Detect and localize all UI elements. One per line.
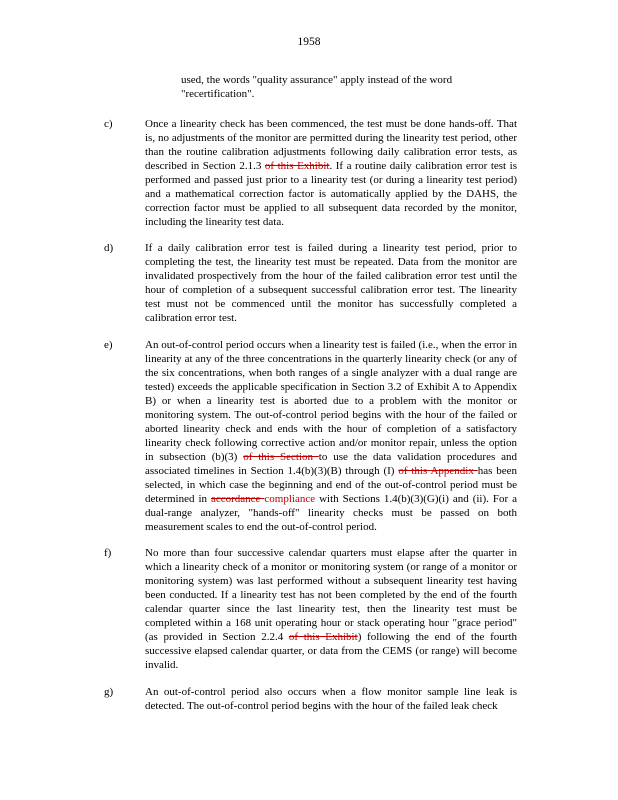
deleted-text: of this Exhibit xyxy=(288,631,358,643)
paragraph-label: e) xyxy=(104,339,113,351)
inserted-text: compliance xyxy=(264,493,316,505)
deleted-text: accordance xyxy=(210,493,265,505)
deleted-text: of this Section xyxy=(243,451,319,463)
paragraph-label: c) xyxy=(104,118,113,130)
paragraph-label: f) xyxy=(104,547,112,559)
paragraph-body: No more than four successive calendar quarters must elapse after the quarter in which a linearity check of a monitor or monitoring system (or range of a monitor or monitoring system) was last performed without a subsequent linearity test having been conducted. If a linearity test has not been completed by the end of the fourth calendar quarter since the last linearity test, then the linearity test must be completed within a 168 unit operating hour or stack operating hour "grace period" (as provided in Section 2.2.4 of this Exhibit) following the end of the fourth successive elapsed calendar quarter, or data from the CEMS (or range) will become invalid. xyxy=(145,547,517,671)
continuation-text: used, the words "quality assurance" apply instead of the word "recertification". xyxy=(181,74,453,100)
paragraph-body: An out-of-control period occurs when a linearity test is failed (i.e., when the error in linearity at any of the three concentrations in the quarterly linearity check (or any of the six concentrations, when both ranges of a single analyzer with a dual range are tested) exceeds the applicable specification in Section 3.2 of Exhibit A to Appendix B) or when a linearity test is aborted due to a problem with the monitor or monitoring system. The out-of-control period begins with the hour of the failed or aborted linearity check and ends with the hour of completion of a satisfactory linearity check following corrective action and/or monitor repair, unless the option in subsection (b)(3) of this Section to use the data validation procedures and associated timelines in Section 1.4(b)(3)(B) through (I) of this Appendix has been selected, in which case the beginning and end of the out-of-control period must be determined in accordance compliance with Sections 1.4(b)(3)(G)(i) and (ii). For a dual-range analyzer, "hands-off" linearity checks must be passed on both measurement scales to end the out-of-control period. xyxy=(145,339,517,533)
paragraph-label: d) xyxy=(104,242,114,254)
deleted-text: of this Appendix xyxy=(398,465,478,477)
paragraph-label: g) xyxy=(104,686,114,698)
page-number: 1958 xyxy=(297,36,321,48)
paragraph-body: An out-of-control period also occurs when a flow monitor sample line leak is detected. The out-of-control period begins with the hour of the failed leak check xyxy=(145,686,517,712)
paragraph-body: Once a linearity check has been commenced, the test must be done hands-off. That is, no adjustments of the monitor are permitted during the linearity test period, other than the routine calibration adjustments following daily calibration error tests, as described in Section 2.1.3 of this Exhibit. If a routine daily calibration error test is performed and passed just prior to a linearity test (or during a linearity test period) and a mathematical correction factor is automatically applied by the DAHS, the correction factor must be applied to all subsequent data recorded by the monitor, including the linearity test data. xyxy=(145,118,517,228)
paragraph-body: If a daily calibration error test is failed during a linearity test period, prior to completing the test, the linearity test must be repeated. Data from the monitor are invalidated prospectively from the hour of the failed calibration error test until the hour of completion of a subsequent successful calibration error test. The linearity test must not be commenced until the monitor has successfully completed a calibration error test. xyxy=(145,242,517,324)
deleted-text: of this Exhibit xyxy=(264,160,330,172)
